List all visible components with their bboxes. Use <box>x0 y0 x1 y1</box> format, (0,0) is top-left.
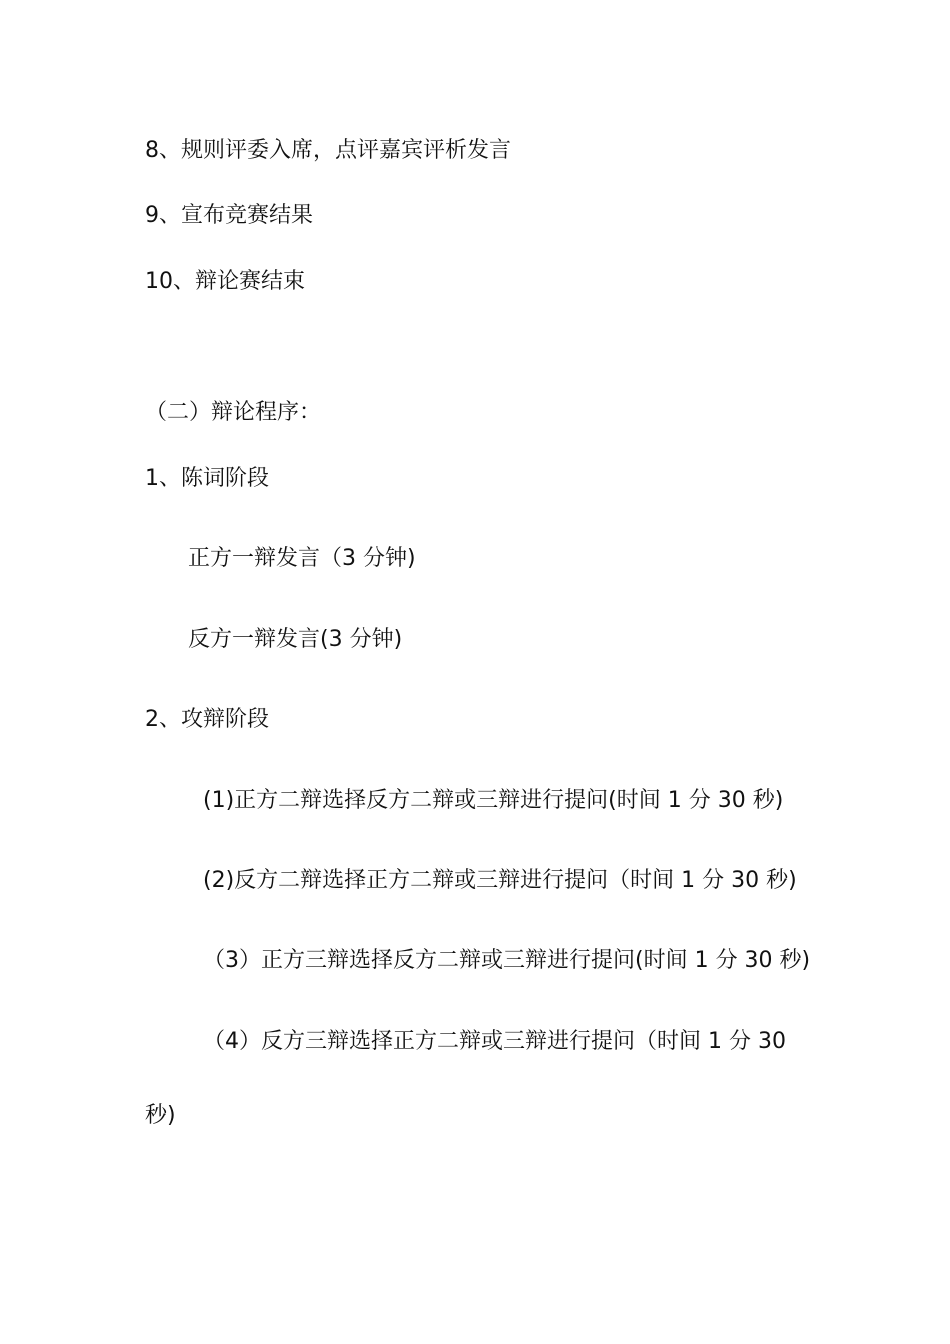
cross-exam-item-2: (2)反方二辩选择正方二辩或三辩进行提问（时间 1 分 30 秒) <box>203 868 797 893</box>
cross-exam-item-3: （3）正方三辩选择反方二辩或三辩进行提问(时间 1 分 30 秒) <box>203 948 811 973</box>
phase-1-pro-statement: 正方一辩发言（3 分钟) <box>188 546 416 571</box>
list-item-10: 10、辩论赛结束 <box>145 269 305 294</box>
cross-exam-item-4-continued: 秒) <box>145 1103 176 1128</box>
phase-1-con-statement: 反方一辩发言(3 分钟) <box>188 627 403 652</box>
list-item-8: 8、规则评委入席，点评嘉宾评析发言 <box>145 138 511 163</box>
list-item-9: 9、宣布竞赛结果 <box>145 203 313 228</box>
phase-1-title: 1、陈词阶段 <box>145 466 269 491</box>
cross-exam-item-1: (1)正方二辩选择反方二辩或三辩进行提问(时间 1 分 30 秒) <box>203 788 784 813</box>
cross-exam-item-4: （4）反方三辩选择正方二辩或三辩进行提问（时间 1 分 30 <box>203 1029 786 1054</box>
phase-2-title: 2、攻辩阶段 <box>145 707 269 732</box>
section-heading-debate-procedure: （二）辩论程序： <box>145 400 322 425</box>
